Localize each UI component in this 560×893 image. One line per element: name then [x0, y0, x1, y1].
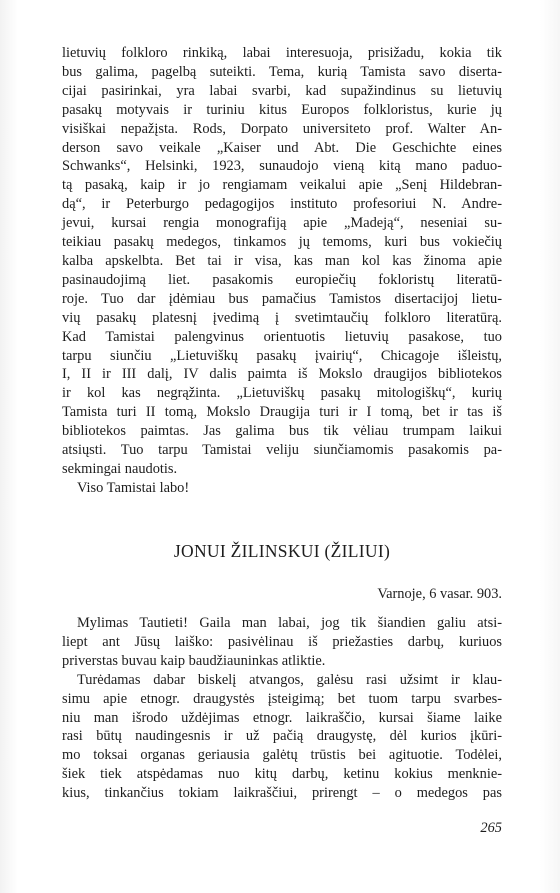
text-line: dą“, ir Peterburgo pedagogijos instituto profesoriui N. Andre-	[62, 196, 502, 213]
letter-paragraph-2	[62, 671, 502, 803]
text-line: niu man išrodo uždėjimas etnogr. laikraščio, kursai šiame laike	[62, 709, 502, 726]
text-line: bibliotekos paimtas. Jas galima bus tik vėliau trumpam laikui	[62, 423, 502, 440]
letter-dateline: Varnoje, 6 vasar. 903.	[377, 586, 502, 602]
text-line: pasinaudojimą liet. pasakomis europiečių fokloristų literatū-	[62, 271, 502, 288]
text-line: sekmingai naudotis.	[62, 460, 178, 477]
text-line: liept ant Jūsų laiško: pasivėlinau iš priežasties darbų, kuriuos	[62, 633, 502, 650]
letter-paragraph-1	[62, 614, 502, 671]
text-line: I, II ir III dalį, IV dalis paimta iš Mokslo draugijos bibliotekos	[62, 366, 502, 383]
text-line: Mylimas Tautieti! Gaila man labai, jog tik šiandien galiu atsi-	[77, 615, 502, 631]
text-line: lietuvių folkloro rinkiką, labai interesuoja, prisižadu, kokia tik	[62, 45, 502, 61]
continuation-paragraph	[62, 44, 502, 479]
letter-heading: JONUI ŽILINSKUI (ŽILIUI)	[173, 541, 391, 561]
text-line: roje. Tuo dar įdėmiau bus pamačius Tamistos disertacijoj lietu-	[62, 290, 502, 307]
text-line: kalba apskelbta. Bet tai ir visa, kas man kol kas žinoma apie	[62, 252, 502, 269]
text-line: Schwanks“, Helsinki, 1923, sunaudojo vieną kitą mano paduo-	[62, 158, 502, 175]
text-line: šiek tiek atspėdamas nuo kitų darbų, ketinu kokius menknie-	[62, 766, 502, 783]
text-line: jevui, kursai rengia monografiją apie „Madeją“, neseniai su-	[62, 215, 502, 232]
closing-paragraph	[62, 479, 502, 498]
closing-line: Viso Tamistai labo!	[77, 479, 190, 496]
text-line: rasi būtų naudingesnis ir už pačią draugystę, dėl kurios įkūri-	[62, 728, 502, 745]
text-line: visiškai nepažįsta. Rods, Dorpato universiteto prof. Walter An-	[62, 120, 502, 137]
text-line: ir kol kas negrąžinta. „Lietuviškų pasakų mitologiškų“, kurių	[62, 385, 502, 402]
text-line: simu apie etnogr. draugystės įsteigimą; bet tuom tarpu svarbes-	[62, 690, 502, 707]
page-number: 265	[480, 820, 502, 836]
text-line: tą pasaką, kaip ir jo rengiamam veikalui apie „Senį Hildebran-	[62, 177, 502, 194]
text-line: derson savo veikale „Kaiser und Abt. Die Geschichte eines	[62, 139, 502, 156]
text-line: priverstas buvau kaip baudžiauninkas atliktie.	[62, 652, 326, 669]
text-line: vių pasakų platesnį įvedimą į svetimtaučių folkloro literatūrą.	[62, 309, 502, 326]
text-line: kius, tinkančius tokiam laikraščiui, prirengt – o medegos pas	[62, 785, 502, 802]
text-line: bus galima, pagelbą suteikti. Tema, kurią Tamista savo diserta-	[62, 63, 502, 80]
text-line: pasakų motyvais ir turiniu kitus Europos folkloristus, kurie jų	[62, 101, 502, 118]
text-line: Tamista turi II tomą, Mokslo Draugija turi ir I tomą, bet ir tas iš	[62, 404, 502, 421]
text-line: atsiųsti. Tuo tarpu Tamistai veliju siunčiamomis pasakomis pa-	[62, 442, 502, 459]
text-line: Turėdamas dabar biskelį atvangos, galėsu rasi užsimt ir klau-	[77, 671, 502, 688]
text-line: cijai pasirinkai, yra labai svarbi, kad supažindinus su lietuvių	[62, 82, 502, 99]
text-line: teikiau pasakų medegos, tinkamos jų temoms, kuri bus vokiečių	[62, 234, 502, 251]
text-line: Kad Tamistai palengvinus orientuotis lietuvių pasakose, tuo	[62, 328, 502, 345]
text-line: mo toksai organas geriausia galėtų trūstis bei agituotie. Todėlei,	[62, 747, 502, 764]
letter-body	[62, 614, 502, 803]
text-line: tarpu siunčiu „Lietuviškų pasakų įvairių“, Chicagoje išleistų,	[62, 347, 502, 364]
letter-continuation	[62, 44, 502, 498]
